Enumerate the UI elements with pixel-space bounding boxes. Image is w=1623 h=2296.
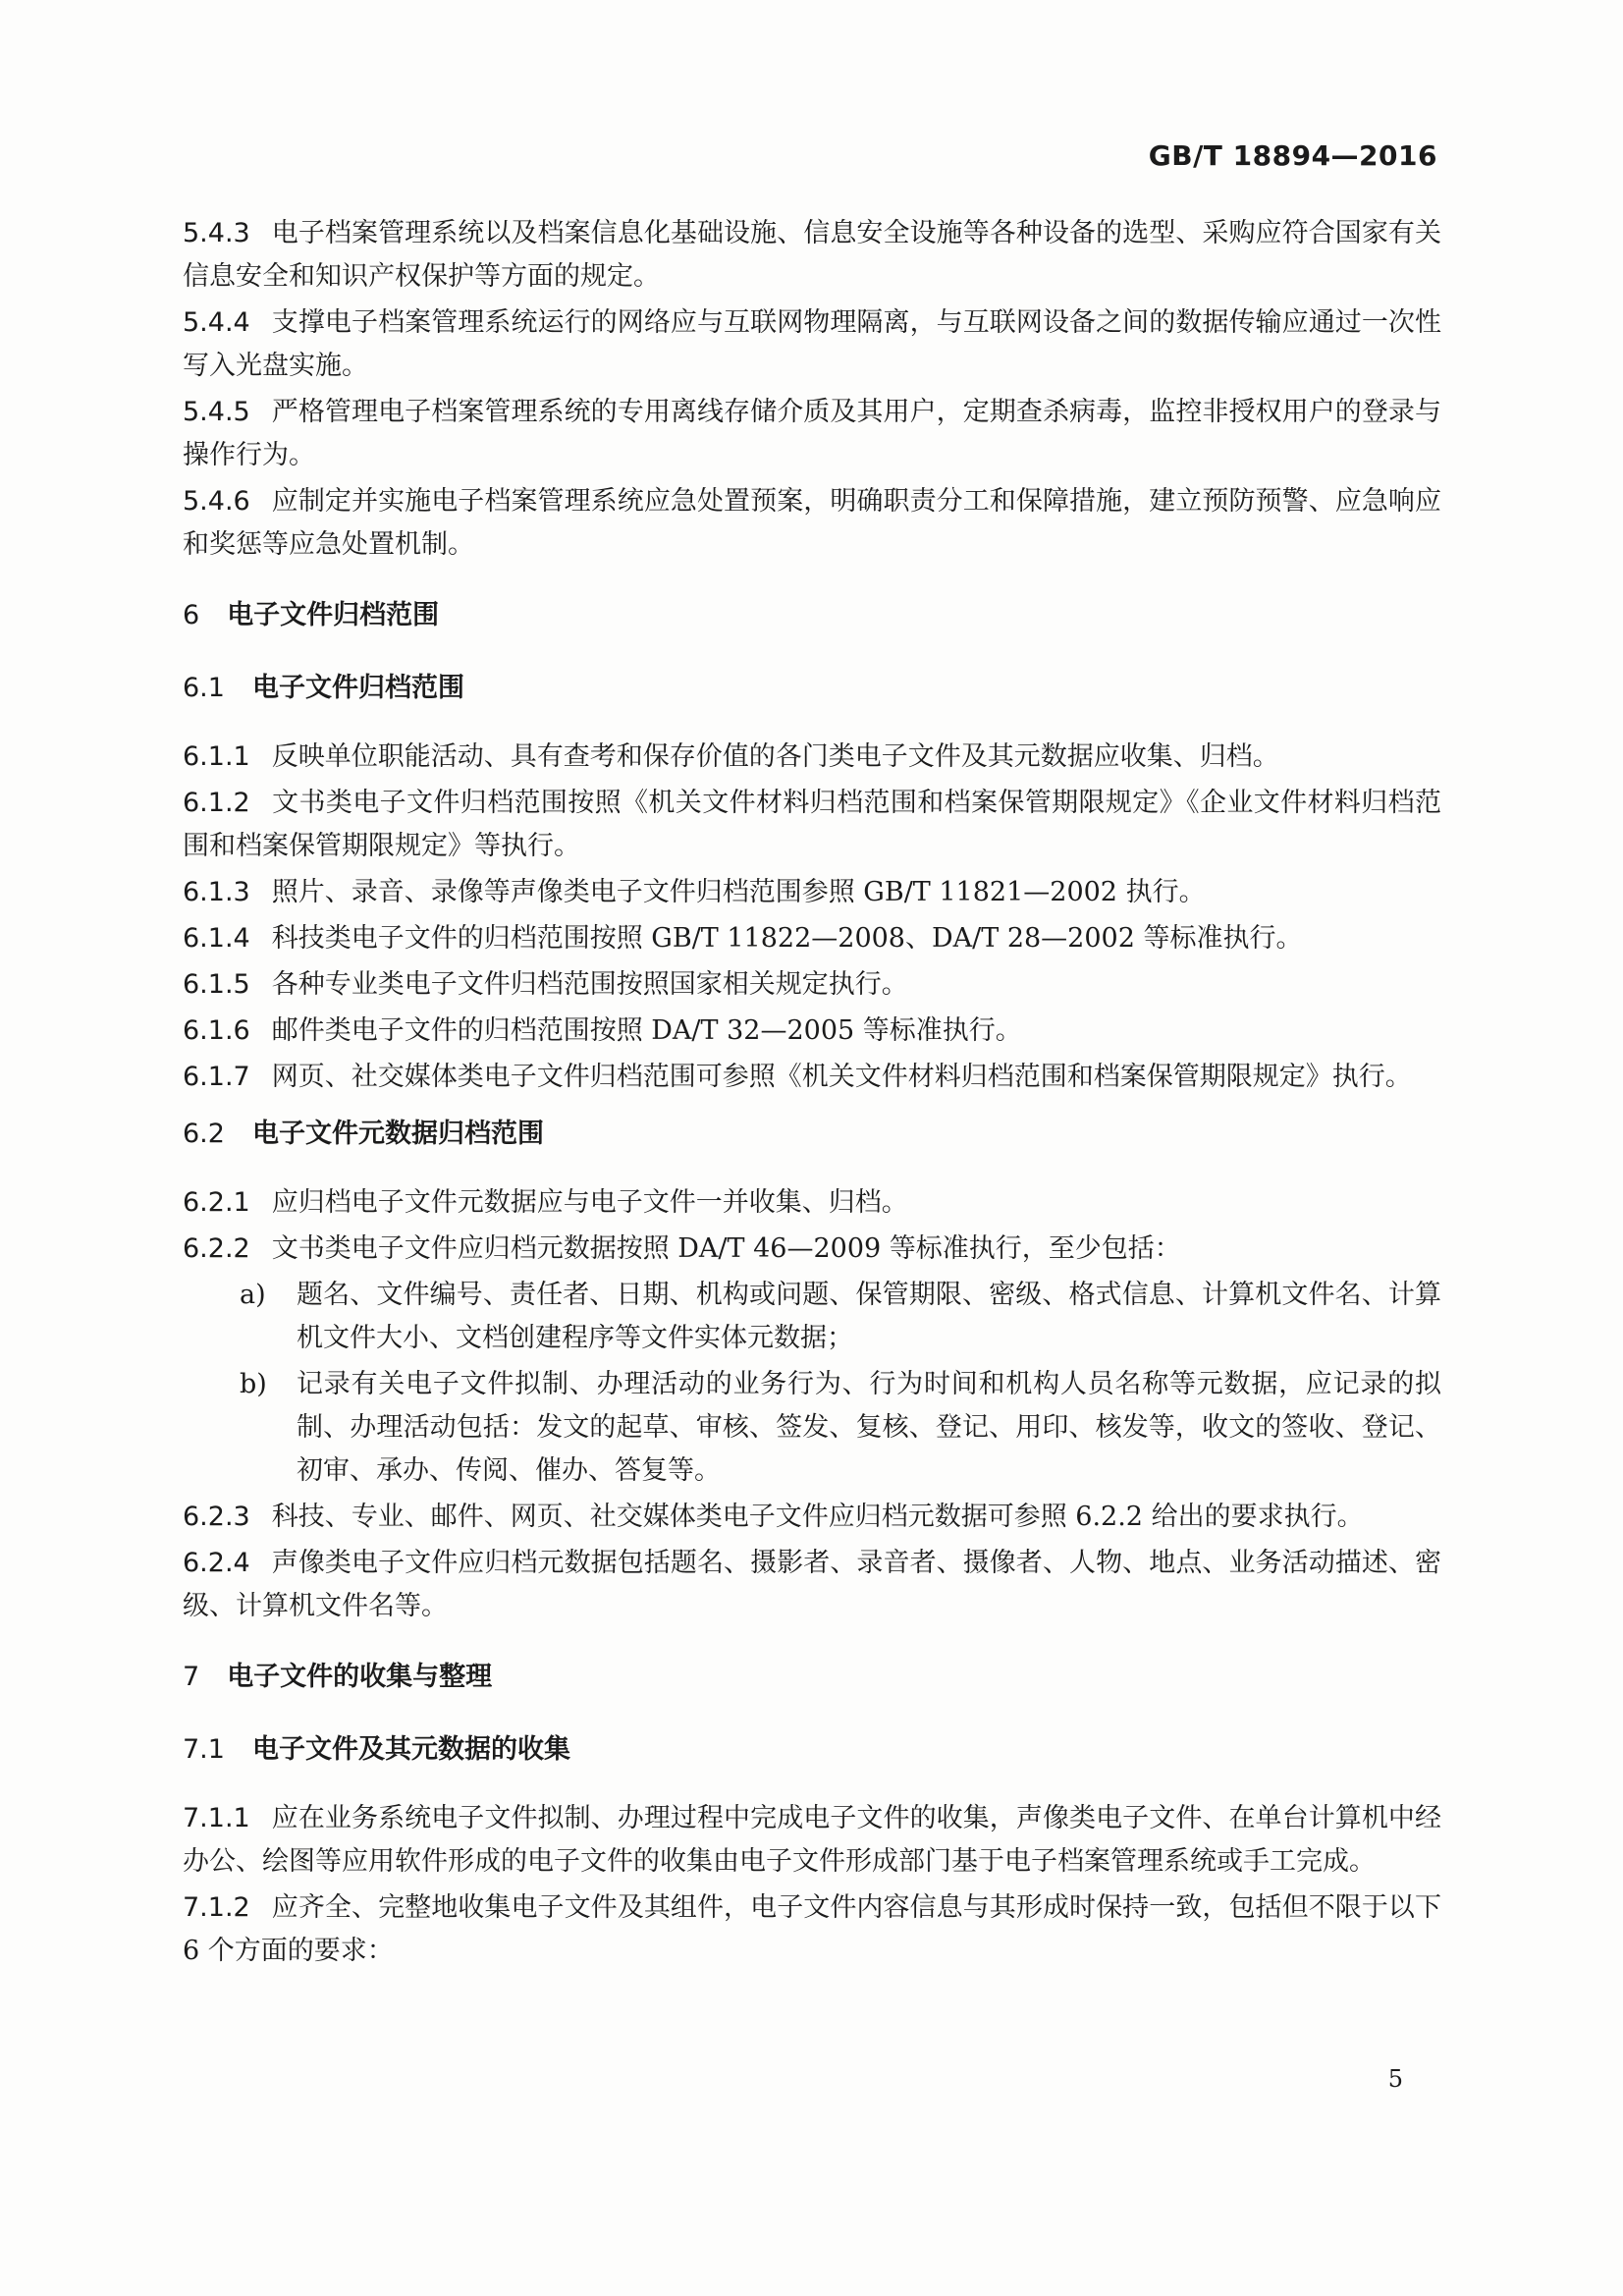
clause-5-4-4 (183, 301, 1441, 388)
chapter-number: 6 (183, 600, 200, 630)
chapter-6-heading (183, 594, 1441, 637)
clause-text: 电子档案管理系统以及档案信息化基础设施、信息安全设施等各种设备的选型、采购应符合国家有关信息安全和知识产权保护等方面的规定。 (183, 218, 1441, 292)
clause-number: 6.1.5 (183, 969, 250, 1000)
clause-6-2-1 (183, 1181, 1441, 1225)
section-title: 电子文件及其元数据的收集 (251, 1734, 570, 1765)
clause-number: 6.2.2 (183, 1233, 250, 1264)
clause-text: 应归档电子文件元数据应与电子文件一并收集、归档。 (271, 1187, 908, 1218)
clause-number: 5.4.5 (183, 397, 250, 427)
clause-text: 严格管理电子档案管理系统的专用离线存储介质及其用户，定期查杀病毒，监控非授权用户的登录与操作行为。 (183, 397, 1441, 470)
page-number: 5 (1387, 2065, 1403, 2093)
clause-6-2-2 (183, 1228, 1441, 1271)
clause-text: 反映单位职能活动、具有查考和保存价值的各门类电子文件及其元数据应收集、归档。 (271, 741, 1279, 772)
clause-text: 文书类电子文件应归档元数据按照 DA/T 46—2009 等标准执行，至少包括： (271, 1233, 1181, 1264)
clause-text: 照片、录音、录像等声像类电子文件归档范围参照 GB/T 11821—2002 执行。 (271, 877, 1206, 907)
chapter-title: 电子文件的收集与整理 (227, 1662, 493, 1692)
section-6-2-heading (183, 1113, 1441, 1156)
clause-6-1-3 (183, 871, 1441, 914)
clause-text: 应齐全、完整地收集电子文件及其组件，电子文件内容信息与其形成时保持一致，包括但不限于以下 6 个方面的要求： (183, 1892, 1441, 1966)
clause-text: 应在业务系统电子文件拟制、办理过程中完成电子文件的收集，声像类电子文件、在单台计算机中经办公、绘图等应用软件形成的电子文件的收集由电子文件形成部门基于电子档案管理系统或手工完成。 (183, 1803, 1441, 1877)
section-number: 6.2 (183, 1119, 225, 1149)
section-7-1-heading (183, 1728, 1441, 1772)
clause-6-1-5 (183, 963, 1441, 1007)
clause-number: 6.1.1 (183, 741, 250, 772)
clause-text: 网页、社交媒体类电子文件归档范围可参照《机关文件材料归档范围和档案保管期限规定》执行。 (271, 1062, 1412, 1092)
chapter-number: 7 (183, 1662, 200, 1692)
list-item-a (183, 1274, 1441, 1360)
clause-text: 文书类电子文件归档范围按照《机关文件材料归档范围和档案保管期限规定》《企业文件材料归档范围和档案保管期限规定》等执行。 (183, 788, 1441, 861)
list-marker: b) (240, 1369, 267, 1399)
clause-text: 声像类电子文件应归档元数据包括题名、摄影者、录音者、摄像者、人物、地点、业务活动描述、密级、计算机文件名等。 (183, 1548, 1441, 1621)
clause-6-1-6 (183, 1010, 1441, 1053)
section-title: 电子文件归档范围 (251, 673, 464, 703)
clause-number: 5.4.6 (183, 486, 250, 517)
chapter-7-heading (183, 1656, 1441, 1699)
standard-number: GB/T 18894—2016 (1148, 139, 1437, 172)
clause-7-1-2 (183, 1886, 1441, 1973)
clause-number: 7.1.1 (183, 1803, 250, 1833)
list-marker: a) (240, 1280, 266, 1310)
clause-text: 支撑电子档案管理系统运行的网络应与互联网物理隔离，与互联网设备之间的数据传输应通过一次性写入光盘实施。 (183, 307, 1441, 381)
clause-6-1-1 (183, 736, 1441, 779)
list-item-text: 题名、文件编号、责任者、日期、机构或问题、保管期限、密级、格式信息、计算机文件名、计算机文件大小、文档创建程序等文件实体元数据； (297, 1280, 1441, 1353)
clause-text: 应制定并实施电子档案管理系统应急处置预案，明确职责分工和保障措施，建立预防预警、应急响应和奖惩等应急处置机制。 (183, 486, 1441, 560)
clause-6-1-2 (183, 782, 1441, 868)
clause-number: 6.2.1 (183, 1187, 250, 1218)
clause-6-2-3 (183, 1496, 1441, 1539)
clause-number: 5.4.4 (183, 307, 250, 338)
clause-number: 6.1.3 (183, 877, 250, 907)
clause-number: 5.4.3 (183, 218, 250, 248)
clause-text: 邮件类电子文件的归档范围按照 DA/T 32—2005 等标准执行。 (271, 1015, 1022, 1046)
section-6-1-heading (183, 667, 1441, 710)
clause-number: 6.1.7 (183, 1062, 250, 1092)
clause-6-1-4 (183, 917, 1441, 960)
clause-7-1-1 (183, 1797, 1441, 1884)
clause-number: 6.2.3 (183, 1502, 250, 1532)
clause-number: 6.1.2 (183, 788, 250, 818)
clause-text: 科技、专业、邮件、网页、社交媒体类电子文件应归档元数据可参照 6.2.2 给出的要求执行。 (271, 1502, 1364, 1532)
clause-5-4-6 (183, 480, 1441, 567)
chapter-title: 电子文件归档范围 (227, 600, 440, 630)
clause-number: 6.1.4 (183, 923, 250, 954)
section-number: 6.1 (183, 673, 225, 703)
clause-number: 7.1.2 (183, 1892, 250, 1923)
clause-text: 科技类电子文件的归档范围按照 GB/T 11822—2008、DA/T 28—2002 等标准执行。 (271, 923, 1303, 954)
section-title: 电子文件元数据归档范围 (251, 1119, 544, 1149)
clause-text: 各种专业类电子文件归档范围按照国家相关规定执行。 (271, 969, 908, 1000)
list-item-b (183, 1363, 1441, 1493)
clause-5-4-5 (183, 391, 1441, 477)
clause-number: 6.2.4 (183, 1548, 250, 1578)
clause-6-1-7 (183, 1056, 1441, 1099)
clause-6-2-4 (183, 1542, 1441, 1628)
list-item-text: 记录有关电子文件拟制、办理活动的业务行为、行为时间和机构人员名称等元数据，应记录的拟制、办理活动包括：发文的起草、审核、签发、复核、登记、用印、核发等，收文的签收、登记、初审、承办、传阅、催办、答复等。 (297, 1369, 1441, 1486)
document-body (183, 212, 1441, 1976)
clause-number: 6.1.6 (183, 1015, 250, 1046)
section-number: 7.1 (183, 1734, 225, 1765)
clause-5-4-3 (183, 212, 1441, 299)
